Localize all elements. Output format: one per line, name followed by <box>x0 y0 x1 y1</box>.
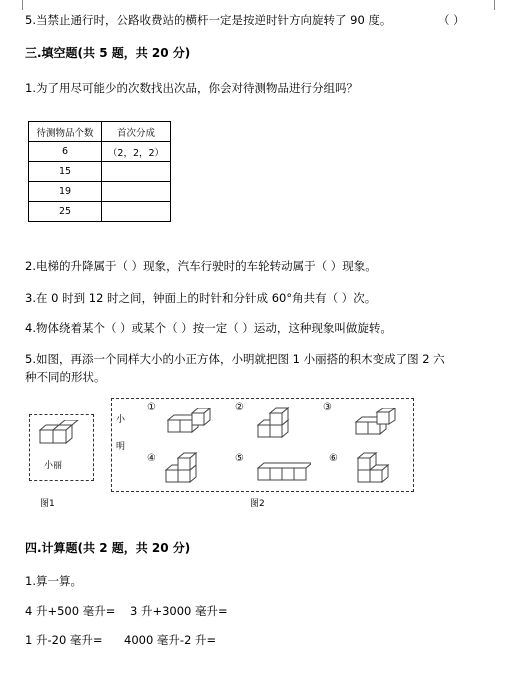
section-3-title: 三.填空题(共 5 题，共 20 分) <box>25 46 191 60</box>
figure-1-blocks-image <box>36 420 86 452</box>
option-marker-4: ④ <box>147 453 156 464</box>
figure-2-person-label-bottom: 明 <box>116 442 126 452</box>
option-6-blocks-image <box>355 452 399 486</box>
table-row <box>29 162 171 182</box>
option-5-blocks-image <box>255 458 311 486</box>
fill-question-1: 1.为了用尽可能少的次数找出次品，你会对待测物品进行分组吗？ <box>25 81 358 95</box>
table-cell <box>102 182 171 202</box>
fill-question-3: 3.在 0 时到 12 时之间，钟面上的时针和分针成 60°角共有（ ）次。 <box>25 291 377 305</box>
calc-item-1a: 4 升+500 毫升= <box>25 604 116 618</box>
option-marker-2: ② <box>235 402 244 413</box>
judgement-question-5 <box>25 13 391 27</box>
table-row <box>29 142 171 162</box>
option-1-blocks-image <box>165 408 215 438</box>
answer-parentheses: （ ） <box>438 13 465 27</box>
table-header-cell: 待测物品个数 <box>29 122 102 142</box>
table-cell: 19 <box>29 182 102 202</box>
calc-item-1b: 3 升+3000 毫升= <box>130 604 228 618</box>
table-cell: 6 <box>29 142 102 162</box>
calc-item-2a: 1 升-20 毫升= <box>25 633 103 647</box>
table-row <box>29 202 171 222</box>
margin-mark-right <box>494 0 495 10</box>
fill-question-4: 4.物体绕着某个（ ）或某个（ ）按一定（ ）运动，这种现象叫做旋转。 <box>25 321 392 335</box>
margin-mark-left <box>22 0 23 10</box>
option-4-blocks-image <box>163 450 203 486</box>
figure-1-caption: 图1 <box>40 499 55 509</box>
figure-2-caption: 图2 <box>250 499 265 509</box>
figure-2-person-label-top: 小 <box>116 415 126 425</box>
option-2-blocks-image <box>255 405 295 441</box>
calc-question-1: 1.算一算。 <box>25 574 82 588</box>
table-cell: 25 <box>29 202 102 222</box>
question-text: 5.当禁止通行时，公路收费站的横杆一定是按逆时针方向旋转了 90 度。 <box>25 13 392 27</box>
table-cell: （2，2，2） <box>102 142 171 162</box>
table-row <box>29 182 171 202</box>
option-3-blocks-image <box>353 408 403 440</box>
grouping-table <box>28 121 171 222</box>
option-marker-3: ③ <box>323 402 332 413</box>
option-marker-6: ⑥ <box>329 453 338 464</box>
section-4-title: 四.计算题(共 2 题，共 20 分) <box>25 541 191 555</box>
fill-question-2: 2.电梯的升降属于（ ）现象，汽车行驶时的车轮转动属于（ ）现象。 <box>25 259 377 273</box>
fill-question-5-line1: 5.如图，再添一个同样大小的小正方体，小明就把图 1 小丽搭的积木变成了图 2 六 <box>25 352 445 366</box>
table-cell: 15 <box>29 162 102 182</box>
option-marker-5: ⑤ <box>235 453 244 464</box>
table-cell <box>102 202 171 222</box>
table-cell <box>102 162 171 182</box>
fill-question-5-line2: 种不同的形状。 <box>25 370 106 384</box>
figure-1-person-label: 小丽 <box>44 461 63 471</box>
calc-item-2b: 4000 毫升-2 升= <box>124 633 217 647</box>
table-header-row <box>29 122 171 142</box>
option-marker-1: ① <box>147 402 156 413</box>
table-header-cell: 首次分成 <box>102 122 171 142</box>
